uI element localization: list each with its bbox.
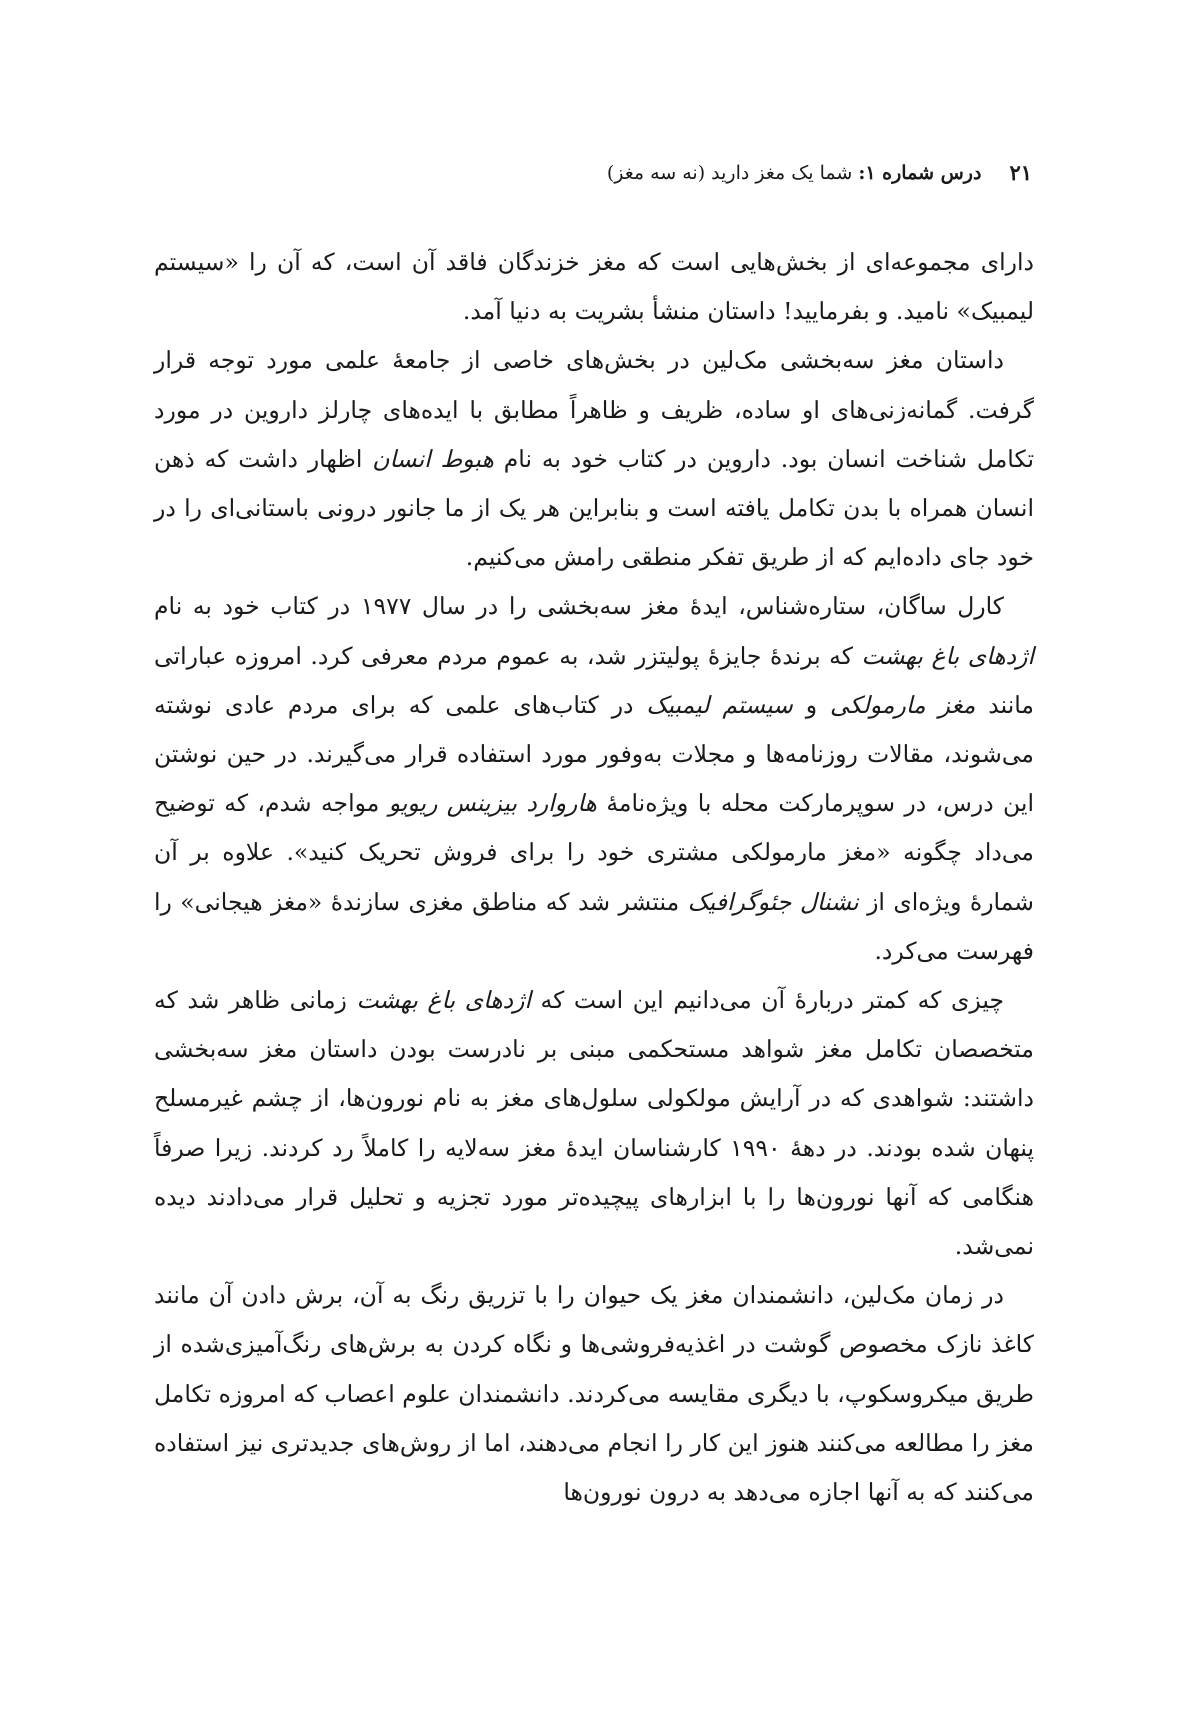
text-run: در کتاب‌های علمی که برای مردم عادی نوشته می‌شوند، مقالات روزنامه‌ها و مجلات به‌وفور مورد استفاده قرار می‌گیرند. در حین نوشتن این درس، در سوپرمارکت محله با ویژه‌نامهٔ xyxy=(154,690,1034,818)
book-title: اژدهای باغ بهشت xyxy=(356,986,531,1015)
text-run: و xyxy=(792,690,831,719)
term: سیستم لیمبیک xyxy=(646,690,793,719)
lesson-number-label: درس شماره ۱: xyxy=(858,161,982,184)
body-text xyxy=(154,238,1034,1517)
text-run: که برندهٔ جایزهٔ پولیتزر شد، به عموم مردم معرفی کرد. امروزه عباراتی مانند xyxy=(154,641,1034,719)
text-run: زمانی ظاهر شد که متخصصان تکامل مغز شواهد مستحکمی مبنی بر نادرست بودن داستان مغز سه‌بخشی داشتند: شواهدی که در آرایش مولکولی سلول‌های مغز به نام نورون‌ها، از چشم غیرمسلح پنهان شده بودند. در دههٔ ۱۹۹۰ کارشناسان ایدهٔ مغز سه‌لایه را کاملاً رد کردند. زیرا صرفاً هنگامی که آنها نورون‌ها را با ابزارهای پیچیده‌تر مورد تجزیه و تحلیل قرار می‌دادند دیده نمی‌شد. xyxy=(154,986,1034,1261)
paragraph xyxy=(154,582,1034,976)
page-number: ۲۱ xyxy=(1009,160,1032,185)
text-run: مواجه شدم، که توضیح می‌داد چگونه «مغز مارمولکی مشتری خود را برای فروش تحریک کنید». علاوه بر آن شمارهٔ ویژه‌ای از xyxy=(154,789,1034,916)
text-run: کارل ساگان، ستاره‌شناس، ایدهٔ مغز سه‌بخشی را در سال ۱۹۷۷ در کتاب خود به نام xyxy=(154,592,1004,621)
text-run: منتشر شد که مناطق مغزی سازندهٔ «مغز هیجانی» را فهرست می‌کرد. xyxy=(154,887,1034,965)
running-header xyxy=(152,160,1032,185)
book-title: هبوط انسان xyxy=(372,444,494,473)
text-run: اظهار داشت که ذهن انسان همراه با بدن تکامل یافته است و بنابراین هر یک از ما جانور درونی باستانی‌ای را در خود جای داده‌ایم که از طریق تفکر منطقی رامش می‌کنیم. xyxy=(154,444,1034,572)
paragraph xyxy=(154,1271,1034,1517)
paragraph xyxy=(154,976,1034,1271)
paragraph xyxy=(154,238,1034,336)
lesson-title: شما یک مغز دارید (نه سه مغز) xyxy=(606,161,859,184)
chapter-heading xyxy=(607,162,982,184)
publication-title: نشنال جئوگرافیک xyxy=(687,887,859,916)
book-title: اژدهای باغ بهشت xyxy=(861,641,1034,670)
publication-title: هاروارد بیزینس ریویو xyxy=(388,789,597,818)
text-run: داستان مغز سه‌بخشی مک‌لین در بخش‌های خاصی از جامعهٔ علمی مورد توجه قرار گرفت. گمانه‌زنی‌های او ساده، ظریف و ظاهراً مطابق با ایده‌های چارلز داروین در مورد تکامل شناخت انسان بود. داروین در کتاب خود به نام xyxy=(154,346,1034,473)
text-run: دارای مجموعه‌ای از بخش‌هایی است که مغز خزندگان فاقد آن است، که آن را «سیستم لیمبیک» نامید. و بفرمایید! داستان منشأ بشریت به دنیا آمد. xyxy=(154,248,1034,326)
term: مغز مارمولکی xyxy=(830,690,976,719)
paragraph xyxy=(154,336,1034,582)
text-run: چیزی که کمتر دربارهٔ آن می‌دانیم این است که xyxy=(531,986,1004,1015)
text-run: در زمان مک‌لین، دانشمندان مغز یک حیوان را با تزریق رنگ به آن، برش دادن آن مانند کاغذ نازک مخصوص گوشت در اغذیه‌فروشی‌ها و نگاه کردن به برش‌های رنگ‌آمیزی‌شده از طریق میکروسکوپ، با دیگری مقایسه می‌کردند. دانشمندان علوم اعصاب که امروزه تکامل مغز را مطالعه می‌کنند هنوز این کار را انجام می‌دهند، اما از روش‌های جدیدتری نیز استفاده می‌کنند که به آنها اجازه می‌دهد به درون نورون‌ها xyxy=(154,1281,1034,1507)
